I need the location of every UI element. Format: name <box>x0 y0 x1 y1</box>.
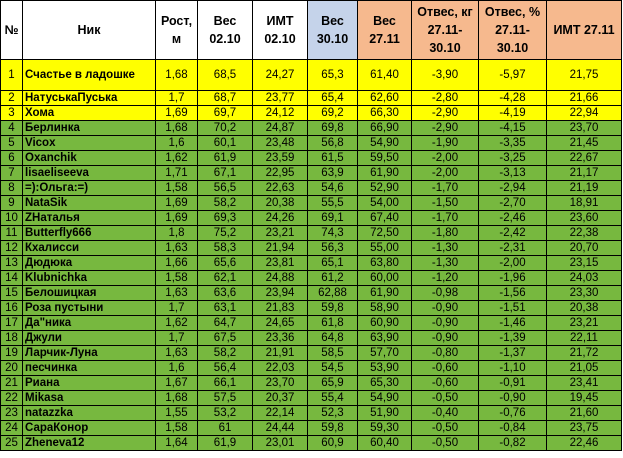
cell-height: 1,7 <box>156 91 198 106</box>
cell-bmi-0210: 20,38 <box>253 196 308 211</box>
cell-nick: Кхалисси <box>23 241 156 256</box>
table-row <box>1 316 622 331</box>
cell-bmi-0210: 22,14 <box>253 406 308 421</box>
cell-weight-0210: 62,1 <box>198 271 253 286</box>
header-bmi-0210: ИМТ 02.10 <box>253 1 308 60</box>
cell-bmi-2711: 21,05 <box>547 361 622 376</box>
cell-weight-2711: 60,40 <box>358 436 412 451</box>
cell-loss-kg: -0,50 <box>412 436 479 451</box>
cell-bmi-2711: 22,46 <box>547 436 622 451</box>
cell-weight-3010: 54,6 <box>308 181 358 196</box>
cell-weight-0210: 53,2 <box>198 406 253 421</box>
cell-loss-pct: -1,51 <box>479 301 547 316</box>
cell-nick: NataSik <box>23 196 156 211</box>
cell-weight-2711: 60,90 <box>358 316 412 331</box>
cell-height: 1,71 <box>156 166 198 181</box>
cell-weight-3010: 56,8 <box>308 136 358 151</box>
cell-weight-3010: 65,3 <box>308 60 358 91</box>
table-row <box>1 256 622 271</box>
table-row <box>1 331 622 346</box>
cell-bmi-0210: 24,44 <box>253 421 308 436</box>
cell-loss-pct: -0,76 <box>479 406 547 421</box>
cell-loss-kg: -1,80 <box>412 226 479 241</box>
table-row <box>1 136 622 151</box>
cell-height: 1,63 <box>156 286 198 301</box>
table-row <box>1 346 622 361</box>
cell-weight-0210: 58,3 <box>198 241 253 256</box>
table-row <box>1 211 622 226</box>
cell-loss-pct: -2,31 <box>479 241 547 256</box>
cell-loss-kg: -1,50 <box>412 196 479 211</box>
cell-height: 1,67 <box>156 376 198 391</box>
cell-bmi-0210: 24,88 <box>253 271 308 286</box>
cell-number: 4 <box>1 121 23 136</box>
cell-bmi-0210: 21,83 <box>253 301 308 316</box>
cell-weight-3010: 63,9 <box>308 166 358 181</box>
cell-weight-2711: 59,30 <box>358 421 412 436</box>
cell-loss-kg: -1,70 <box>412 181 479 196</box>
table-row <box>1 60 622 91</box>
cell-weight-2711: 61,40 <box>358 60 412 91</box>
cell-bmi-2711: 23,70 <box>547 121 622 136</box>
cell-nick: Да"ника <box>23 316 156 331</box>
cell-number: 14 <box>1 271 23 286</box>
cell-height: 1,63 <box>156 241 198 256</box>
cell-loss-kg: -3,90 <box>412 60 479 91</box>
cell-bmi-2711: 20,70 <box>547 241 622 256</box>
cell-bmi-2711: 23,41 <box>547 376 622 391</box>
cell-loss-kg: -2,90 <box>412 106 479 121</box>
cell-nick: Zheneva12 <box>23 436 156 451</box>
cell-loss-pct: -3,25 <box>479 151 547 166</box>
cell-weight-0210: 66,1 <box>198 376 253 391</box>
cell-loss-kg: -1,90 <box>412 136 479 151</box>
cell-weight-0210: 69,3 <box>198 211 253 226</box>
cell-weight-2711: 54,90 <box>358 136 412 151</box>
cell-weight-0210: 68,7 <box>198 91 253 106</box>
cell-height: 1,69 <box>156 106 198 121</box>
cell-nick: Butterfly666 <box>23 226 156 241</box>
cell-weight-2711: 72,50 <box>358 226 412 241</box>
cell-weight-2711: 63,80 <box>358 256 412 271</box>
cell-bmi-2711: 21,66 <box>547 91 622 106</box>
cell-loss-pct: -3,13 <box>479 166 547 181</box>
cell-number: 1 <box>1 60 23 91</box>
cell-loss-pct: -1,96 <box>479 271 547 286</box>
table-row <box>1 151 622 166</box>
cell-loss-pct: -2,70 <box>479 196 547 211</box>
cell-bmi-0210: 20,37 <box>253 391 308 406</box>
cell-height: 1,63 <box>156 346 198 361</box>
cell-weight-0210: 75,2 <box>198 226 253 241</box>
header-height: Рост, м <box>156 1 198 60</box>
cell-number: 19 <box>1 346 23 361</box>
cell-weight-0210: 69,7 <box>198 106 253 121</box>
cell-height: 1,7 <box>156 331 198 346</box>
cell-weight-3010: 65,9 <box>308 376 358 391</box>
cell-weight-2711: 66,30 <box>358 106 412 121</box>
cell-height: 1,68 <box>156 60 198 91</box>
cell-number: 3 <box>1 106 23 121</box>
cell-bmi-2711: 19,45 <box>547 391 622 406</box>
cell-nick: НатуськаПуська <box>23 91 156 106</box>
cell-loss-pct: -5,97 <box>479 60 547 91</box>
cell-weight-0210: 58,2 <box>198 346 253 361</box>
cell-weight-3010: 61,2 <box>308 271 358 286</box>
cell-height: 1,58 <box>156 421 198 436</box>
cell-height: 1,62 <box>156 316 198 331</box>
cell-nick: Риана <box>23 376 156 391</box>
cell-bmi-0210: 22,95 <box>253 166 308 181</box>
cell-loss-kg: -0,80 <box>412 346 479 361</box>
cell-weight-3010: 61,8 <box>308 316 358 331</box>
cell-nick: Счастье в ладошке <box>23 60 156 91</box>
cell-loss-kg: -0,60 <box>412 361 479 376</box>
header-loss-kg: Отвес, кг 27.11-30.10 <box>412 1 479 60</box>
cell-nick: Mikasa <box>23 391 156 406</box>
cell-weight-0210: 61,9 <box>198 436 253 451</box>
cell-loss-pct: -2,46 <box>479 211 547 226</box>
cell-height: 1,68 <box>156 391 198 406</box>
cell-loss-kg: -1,30 <box>412 241 479 256</box>
cell-loss-pct: -1,56 <box>479 286 547 301</box>
cell-weight-0210: 56,4 <box>198 361 253 376</box>
cell-weight-0210: 58,2 <box>198 196 253 211</box>
cell-loss-kg: -0,40 <box>412 406 479 421</box>
cell-weight-3010: 60,9 <box>308 436 358 451</box>
cell-bmi-0210: 23,77 <box>253 91 308 106</box>
table-row <box>1 181 622 196</box>
cell-weight-0210: 63,6 <box>198 286 253 301</box>
cell-bmi-2711: 18,91 <box>547 196 622 211</box>
cell-loss-pct: -0,91 <box>479 376 547 391</box>
cell-bmi-0210: 24,27 <box>253 60 308 91</box>
header-weight-3010: Вес 30.10 <box>308 1 358 60</box>
cell-loss-pct: -3,35 <box>479 136 547 151</box>
cell-bmi-0210: 23,48 <box>253 136 308 151</box>
cell-bmi-0210: 23,36 <box>253 331 308 346</box>
cell-nick: Vicox <box>23 136 156 151</box>
cell-nick: ZНаталья <box>23 211 156 226</box>
cell-weight-0210: 56,5 <box>198 181 253 196</box>
table-row <box>1 91 622 106</box>
cell-weight-0210: 70,2 <box>198 121 253 136</box>
cell-weight-3010: 62,88 <box>308 286 358 301</box>
cell-bmi-2711: 22,38 <box>547 226 622 241</box>
cell-nick: lisaeliseeva <box>23 166 156 181</box>
cell-number: 25 <box>1 436 23 451</box>
cell-bmi-2711: 22,11 <box>547 331 622 346</box>
cell-nick: Роза пустыни <box>23 301 156 316</box>
cell-height: 1,58 <box>156 181 198 196</box>
cell-loss-pct: -0,84 <box>479 421 547 436</box>
cell-weight-0210: 57,5 <box>198 391 253 406</box>
header-number: № <box>1 1 23 60</box>
cell-bmi-0210: 24,65 <box>253 316 308 331</box>
cell-bmi-2711: 23,60 <box>547 211 622 226</box>
cell-nick: Дюдюка <box>23 256 156 271</box>
cell-bmi-0210: 23,59 <box>253 151 308 166</box>
cell-number: 11 <box>1 226 23 241</box>
cell-nick: =):Ольга:=) <box>23 181 156 196</box>
cell-loss-kg: -0,90 <box>412 301 479 316</box>
cell-weight-3010: 65,4 <box>308 91 358 106</box>
cell-weight-2711: 61,90 <box>358 286 412 301</box>
cell-weight-3010: 74,3 <box>308 226 358 241</box>
cell-loss-kg: -1,30 <box>412 256 479 271</box>
cell-height: 1,64 <box>156 436 198 451</box>
cell-number: 16 <box>1 301 23 316</box>
cell-weight-2711: 61,90 <box>358 166 412 181</box>
cell-nick: Klubnichka <box>23 271 156 286</box>
cell-loss-kg: -2,00 <box>412 151 479 166</box>
cell-loss-pct: -4,15 <box>479 121 547 136</box>
cell-weight-3010: 58,5 <box>308 346 358 361</box>
cell-number: 15 <box>1 286 23 301</box>
cell-number: 17 <box>1 316 23 331</box>
table-row <box>1 376 622 391</box>
cell-bmi-2711: 23,21 <box>547 316 622 331</box>
cell-height: 1,62 <box>156 151 198 166</box>
cell-bmi-2711: 23,75 <box>547 421 622 436</box>
cell-loss-pct: -4,28 <box>479 91 547 106</box>
cell-bmi-2711: 21,19 <box>547 181 622 196</box>
cell-bmi-2711: 21,60 <box>547 406 622 421</box>
cell-weight-3010: 54,5 <box>308 361 358 376</box>
header-weight-0210: Вес 02.10 <box>198 1 253 60</box>
cell-weight-2711: 54,00 <box>358 196 412 211</box>
table-row <box>1 241 622 256</box>
cell-weight-2711: 57,70 <box>358 346 412 361</box>
cell-bmi-0210: 24,12 <box>253 106 308 121</box>
cell-number: 6 <box>1 151 23 166</box>
cell-bmi-2711: 21,75 <box>547 60 622 91</box>
header-row <box>1 1 622 60</box>
cell-loss-pct: -1,10 <box>479 361 547 376</box>
cell-bmi-0210: 24,87 <box>253 121 308 136</box>
table-row <box>1 391 622 406</box>
cell-weight-0210: 61 <box>198 421 253 436</box>
cell-bmi-0210: 21,91 <box>253 346 308 361</box>
cell-nick: Джули <box>23 331 156 346</box>
table-row <box>1 166 622 181</box>
cell-loss-kg: -0,50 <box>412 421 479 436</box>
cell-weight-3010: 61,5 <box>308 151 358 166</box>
table-row <box>1 271 622 286</box>
cell-height: 1,6 <box>156 136 198 151</box>
cell-number: 20 <box>1 361 23 376</box>
table-row <box>1 406 622 421</box>
cell-height: 1,66 <box>156 256 198 271</box>
cell-nick: Oxanchik <box>23 151 156 166</box>
cell-loss-pct: -4,19 <box>479 106 547 121</box>
cell-number: 5 <box>1 136 23 151</box>
cell-height: 1,69 <box>156 196 198 211</box>
table-row <box>1 286 622 301</box>
cell-weight-2711: 58,90 <box>358 301 412 316</box>
cell-loss-pct: -0,90 <box>479 391 547 406</box>
cell-weight-0210: 67,1 <box>198 166 253 181</box>
cell-weight-3010: 55,4 <box>308 391 358 406</box>
cell-number: 7 <box>1 166 23 181</box>
cell-loss-pct: -2,42 <box>479 226 547 241</box>
cell-weight-2711: 60,00 <box>358 271 412 286</box>
cell-bmi-0210: 23,81 <box>253 256 308 271</box>
cell-number: 13 <box>1 256 23 271</box>
cell-loss-pct: -2,94 <box>479 181 547 196</box>
cell-loss-kg: -2,90 <box>412 121 479 136</box>
cell-nick: песчинка <box>23 361 156 376</box>
cell-height: 1,55 <box>156 406 198 421</box>
cell-nick: Хома <box>23 106 156 121</box>
table-row <box>1 226 622 241</box>
cell-bmi-0210: 23,94 <box>253 286 308 301</box>
cell-loss-kg: -1,20 <box>412 271 479 286</box>
cell-weight-3010: 55,5 <box>308 196 358 211</box>
cell-nick: СараКонор <box>23 421 156 436</box>
cell-nick: Белошицкая <box>23 286 156 301</box>
cell-height: 1,68 <box>156 121 198 136</box>
header-bmi-2711: ИМТ 27.11 <box>547 1 622 60</box>
cell-loss-kg: -2,80 <box>412 91 479 106</box>
cell-weight-2711: 59,50 <box>358 151 412 166</box>
cell-number: 18 <box>1 331 23 346</box>
cell-weight-0210: 68,5 <box>198 60 253 91</box>
cell-weight-0210: 61,9 <box>198 151 253 166</box>
cell-height: 1,58 <box>156 271 198 286</box>
cell-weight-3010: 65,1 <box>308 256 358 271</box>
cell-number: 10 <box>1 211 23 226</box>
cell-weight-3010: 69,8 <box>308 121 358 136</box>
cell-nick: natazzka <box>23 406 156 421</box>
cell-loss-pct: -1,37 <box>479 346 547 361</box>
cell-weight-2711: 66,90 <box>358 121 412 136</box>
cell-bmi-2711: 24,03 <box>547 271 622 286</box>
cell-number: 22 <box>1 391 23 406</box>
cell-height: 1,6 <box>156 361 198 376</box>
cell-nick: Ларчик-Луна <box>23 346 156 361</box>
cell-weight-2711: 52,90 <box>358 181 412 196</box>
cell-weight-2711: 63,90 <box>358 331 412 346</box>
cell-loss-pct: -1,46 <box>479 316 547 331</box>
cell-height: 1,8 <box>156 226 198 241</box>
cell-number: 21 <box>1 376 23 391</box>
cell-weight-0210: 67,5 <box>198 331 253 346</box>
cell-weight-2711: 51,90 <box>358 406 412 421</box>
cell-bmi-0210: 23,01 <box>253 436 308 451</box>
header-nick: Ник <box>23 1 156 60</box>
cell-bmi-2711: 22,94 <box>547 106 622 121</box>
cell-weight-0210: 63,1 <box>198 301 253 316</box>
cell-loss-kg: -2,00 <box>412 166 479 181</box>
cell-weight-3010: 59,8 <box>308 301 358 316</box>
cell-weight-3010: 52,3 <box>308 406 358 421</box>
header-weight-2711: Вес 27.11 <box>358 1 412 60</box>
cell-loss-kg: -0,90 <box>412 331 479 346</box>
cell-loss-pct: -1,39 <box>479 331 547 346</box>
cell-weight-2711: 54,90 <box>358 391 412 406</box>
table-row <box>1 436 622 451</box>
cell-weight-3010: 69,1 <box>308 211 358 226</box>
cell-loss-kg: -0,50 <box>412 391 479 406</box>
cell-number: 24 <box>1 421 23 436</box>
table-row <box>1 301 622 316</box>
cell-bmi-0210: 23,70 <box>253 376 308 391</box>
cell-loss-kg: -0,98 <box>412 286 479 301</box>
table-row <box>1 196 622 211</box>
cell-number: 23 <box>1 406 23 421</box>
cell-loss-kg: -0,90 <box>412 316 479 331</box>
cell-loss-kg: -0,60 <box>412 376 479 391</box>
cell-number: 12 <box>1 241 23 256</box>
cell-height: 1,69 <box>156 211 198 226</box>
header-loss-pct: Отвес, % 27.11-30.10 <box>479 1 547 60</box>
cell-bmi-2711: 23,30 <box>547 286 622 301</box>
cell-weight-0210: 64,7 <box>198 316 253 331</box>
table-row <box>1 121 622 136</box>
cell-bmi-2711: 21,17 <box>547 166 622 181</box>
cell-bmi-2711: 23,15 <box>547 256 622 271</box>
table-row <box>1 106 622 121</box>
cell-weight-0210: 60,1 <box>198 136 253 151</box>
cell-weight-3010: 69,2 <box>308 106 358 121</box>
cell-weight-3010: 59,8 <box>308 421 358 436</box>
cell-nick: Берлинка <box>23 121 156 136</box>
cell-weight-2711: 55,00 <box>358 241 412 256</box>
table-row <box>1 361 622 376</box>
cell-weight-2711: 67,40 <box>358 211 412 226</box>
cell-weight-0210: 65,6 <box>198 256 253 271</box>
cell-loss-kg: -1,70 <box>412 211 479 226</box>
cell-weight-2711: 65,30 <box>358 376 412 391</box>
cell-bmi-2711: 20,38 <box>547 301 622 316</box>
cell-bmi-2711: 22,67 <box>547 151 622 166</box>
table-row <box>1 421 622 436</box>
cell-bmi-0210: 23,21 <box>253 226 308 241</box>
cell-weight-3010: 56,3 <box>308 241 358 256</box>
cell-weight-3010: 64,8 <box>308 331 358 346</box>
cell-number: 9 <box>1 196 23 211</box>
cell-loss-pct: -2,00 <box>479 256 547 271</box>
cell-weight-2711: 53,90 <box>358 361 412 376</box>
cell-bmi-0210: 22,63 <box>253 181 308 196</box>
cell-number: 2 <box>1 91 23 106</box>
cell-bmi-0210: 24,26 <box>253 211 308 226</box>
cell-height: 1,7 <box>156 301 198 316</box>
cell-bmi-0210: 21,94 <box>253 241 308 256</box>
cell-bmi-0210: 22,03 <box>253 361 308 376</box>
cell-number: 8 <box>1 181 23 196</box>
cell-bmi-2711: 21,72 <box>547 346 622 361</box>
cell-loss-pct: -0,82 <box>479 436 547 451</box>
cell-bmi-2711: 21,45 <box>547 136 622 151</box>
cell-weight-2711: 62,60 <box>358 91 412 106</box>
